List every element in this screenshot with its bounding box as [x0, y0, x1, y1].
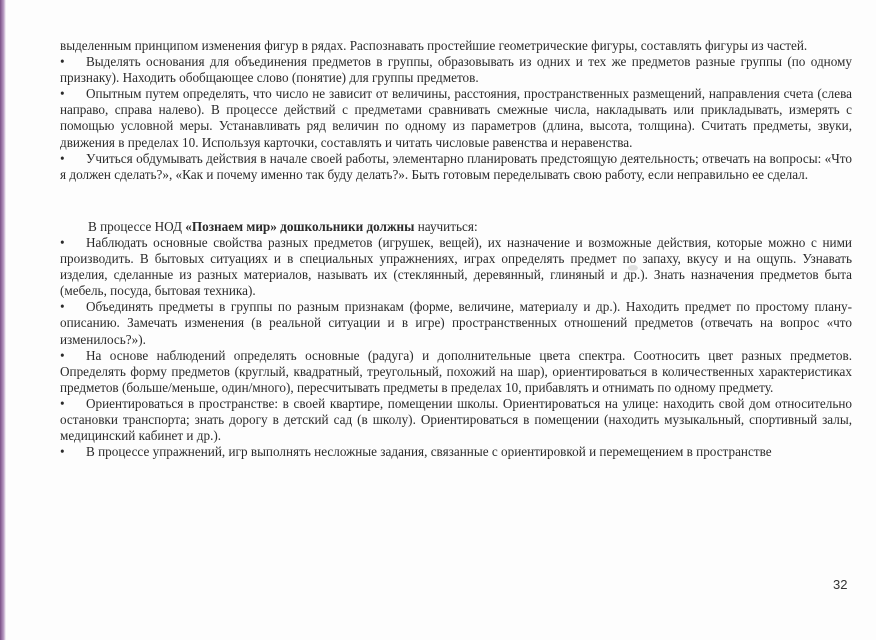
bullet-icon: •: [60, 444, 65, 460]
section-title: «Познаем мир» дошкольники должны: [185, 218, 415, 234]
list-item: • Учиться обдумывать действия в начале своей работы, элементарно планировать предстоящую деятельность; отвечать на вопросы: «Что я должен сделать?», «Как и почему именно так буду делать?». Быть готовым переделывать свою работу, если неправильно ее сделал.: [60, 150, 852, 182]
bullet-icon: •: [60, 86, 65, 102]
bullet-icon: •: [60, 54, 65, 70]
continuation-paragraph: выделенным принципом изменения фигур в рядах. Распознавать простейшие геометрические фигуры, составлять фигуры из частей.: [60, 38, 808, 53]
section-intro: В процессе НОД «Познаем мир» дошкольники должны научиться:: [88, 218, 478, 234]
bullet-icon: •: [60, 150, 65, 166]
bullet-icon: •: [60, 299, 65, 315]
page-number: 32: [833, 577, 848, 592]
bullet-icon: •: [60, 234, 65, 250]
list-item: • Ориентироваться в пространстве: в своей квартире, помещении школы. Ориентироваться на улице: находить свой дом относительно остановки транспорта; знать дорогу в детский сад (в школу). Ориентироваться в помещении (находить музыкальный, спортивный залы, медицинский кабинет и др.).: [60, 395, 852, 444]
bullet-icon: •: [60, 347, 65, 363]
list-item: • Выделять основания для объединения предметов в группы, образовывать из одних и тех же предметов разные группы (по одному признаку). Находить обобщающее слово (понятие) для группы предметов.: [60, 54, 852, 86]
list-item: • Наблюдать основные свойства разных предметов (игрушек, вещей), их назначение и возможные действия, которые можно с ними производить. В бытовых ситуациях и в специальных упражнениях, играх определять предмет по запаху, вкусу и на ощупь. Узнавать изделия, сделанные из разных материалов, называть их (стеклянный, деревянный, глиняный и др.). Знать назначения предметов быта (мебель, посуда, бытовая техника).: [60, 234, 852, 299]
list-item: • Опытным путем определять, что число не зависит от величины, расстояния, пространственных размещений, направления счета (слева направо, справа налево). В процессе действий с предметами сравнивать смежные числа, накладывать или прикладывать, измерять с помощью условной меры. Устанавливать ряд величин по одному из параметров (длина, высота, толщина). Считать предметы, звуки, движения в пределах 10. Используя карточки, составлять и читать числовые равенства и неравенства.: [60, 86, 852, 150]
page-edge-shadow: [0, 0, 6, 640]
bullet-icon: •: [60, 395, 65, 411]
page-body: [60, 38, 852, 460]
list-item: • На основе наблюдений определять основные (радуга) и дополнительные цвета спектра. Соотносить цвет разных предметов. Определять форму предметов (круглый, квадратный, треугольный, похожий на шар), ориентироваться в количественных характеристиках предметов (больше/меньше, один/много), пересчитывать предметы в пределах 10, прибавлять и отнимать по одному предмету.: [60, 347, 852, 395]
list-item: • Объединять предметы в группы по разным признакам (форме, величине, материалу и др.). Находить предмет по простому плану-описанию. Замечать изменения (в реальной ситуации и в игре) пространственных отношений предметов (отвечать на вопрос «что изменилось?»).: [60, 299, 852, 347]
section-gap: [60, 183, 852, 219]
list-item: • В процессе упражнений, игр выполнять несложные задания, связанные с ориентировкой и перемещением в пространстве: [60, 444, 772, 460]
